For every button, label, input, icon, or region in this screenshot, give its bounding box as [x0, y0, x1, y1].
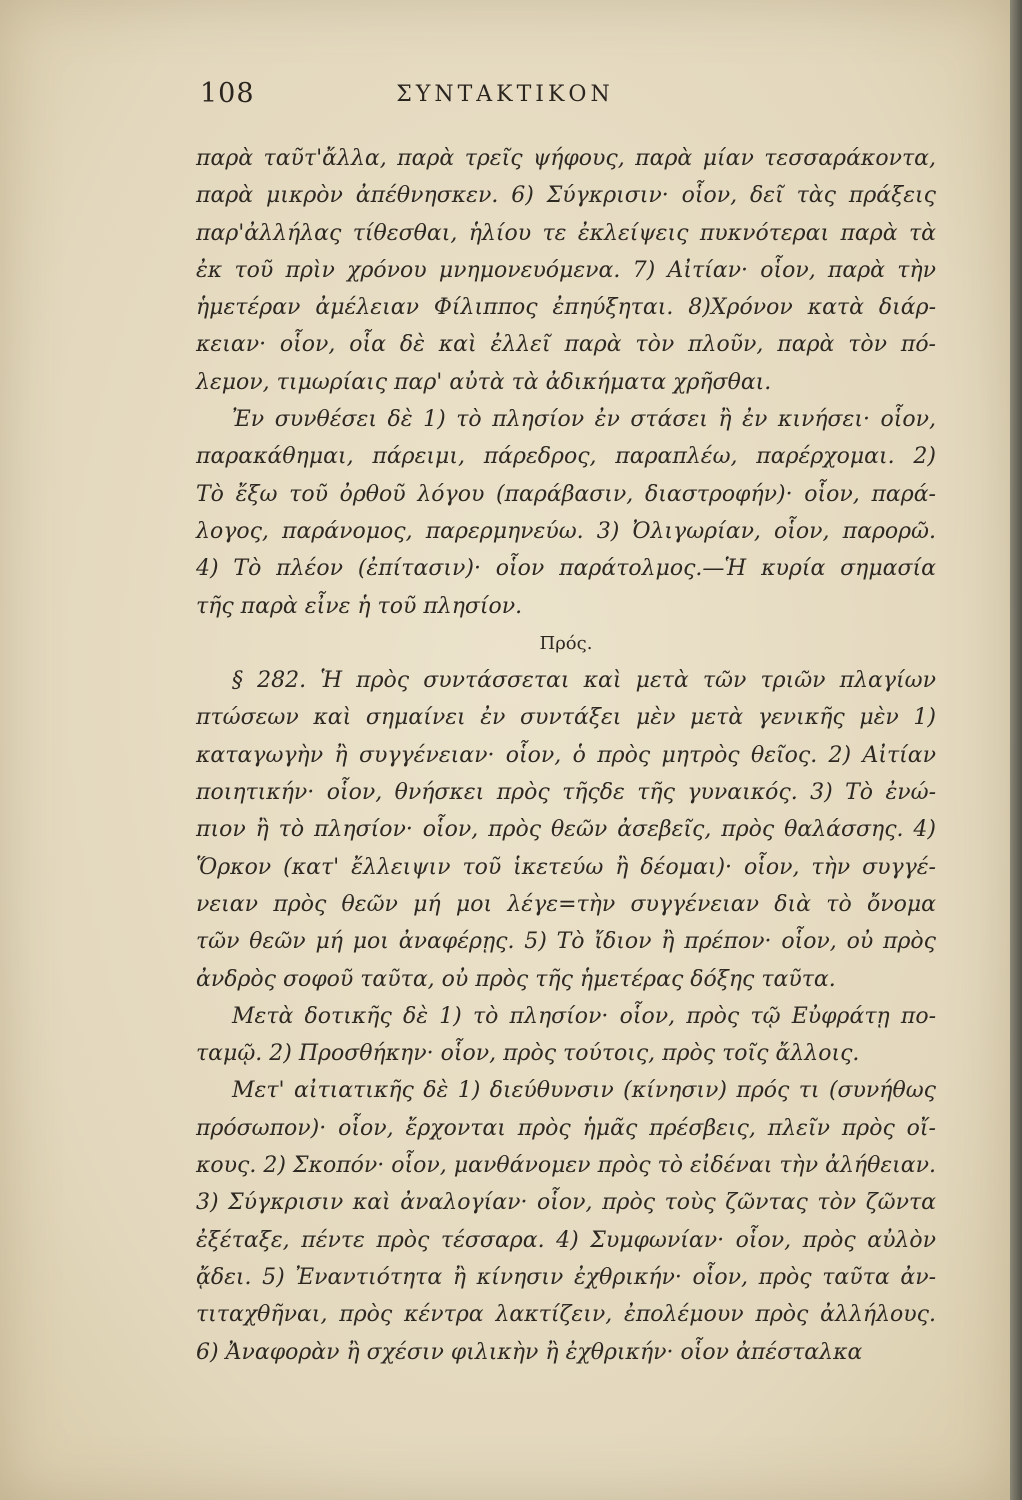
text-line: καταγωγὴν ἢ συγγένειαν· οἷον, ὁ πρὸς μητρὸς θεῖος. 2) Αἰτίαν	[196, 742, 936, 768]
text-line: κους. 2) Σκοπόν· οἷον, μανθάνομεν πρὸς τὸ εἰδέναι τὴν ἀλήθειαν.	[196, 1153, 936, 1179]
text-line: λογος, παράνομος, παρερμηνεύω. 3) Ὀλιγωρίαν, οἷον, παρορῶ.	[196, 518, 936, 544]
text-line: λεμον, τιμωρίαις παρ' αὐτὰ τὰ ἀδικήματα χρῆσθαι.	[196, 369, 772, 395]
text-line: πτώσεων καὶ σημαίνει ἐν συντάξει μὲν μετὰ γενικῆς μὲν 1)	[196, 705, 936, 731]
text-line: ἡμετέραν ἀμέλειαν Φίλιππος ἐπηύξηται. 8)Χρόνον κατὰ διάρ-	[196, 295, 936, 321]
text-line: τιταχθῆναι, πρὸς κέντρα λακτίζειν, ἐπολέμουν πρὸς ἀλλήλους.	[196, 1302, 936, 1328]
page-edge-shadow	[1010, 0, 1022, 1500]
text-line: πρόσωπον)· οἷον, ἔρχονται πρὸς ἡμᾶς πρέσβεις, πλεῖν πρὸς οἴ-	[196, 1115, 936, 1141]
text-line: παρὰ μικρὸν ἀπέθνησκεν. 6) Σύγκρισιν· οἷον, δεῖ τὰς πράξεις	[196, 183, 936, 209]
text-line: παρ'ἀλλήλας τίθεσθαι, ἡλίου τε ἐκλείψεις πυκνότεραι παρὰ τὰ	[196, 220, 936, 246]
text-line: τῶν θεῶν μή μοι ἀναφέρῃς. 5) Τὸ ἴδιον ἢ πρέπον· οἷον, οὐ πρὸς	[196, 929, 936, 955]
page-number: 108	[200, 78, 255, 109]
text-line: 3) Σύγκρισιν καὶ ἀναλογίαν· οἷον, πρὸς τοὺς ζῶντας τὸν ζῶντα	[196, 1190, 936, 1216]
body-text	[196, 140, 936, 1371]
text-line: ἀνδρὸς σοφοῦ ταῦτα, οὐ πρὸς τῆς ἡμετέρας δόξης ταῦτα.	[196, 966, 836, 992]
text-line: κειαν· οἷον, οἷα δὲ καὶ ἐλλεῖ παρὰ τὸν πλοῦν, παρὰ τὸν πό-	[196, 332, 936, 358]
text-line: 4) Τὸ πλέον (ἐπίτασιν)· οἷον παράτολμος.—Ἡ κυρία σημασία	[196, 556, 936, 582]
text-line: 6) Ἀναφορὰν ἢ σχέσιν φιλικὴν ἢ ἐχθρικήν· οἷον ἀπέσταλκα	[196, 1339, 863, 1365]
text-line: νειαν πρὸς θεῶν μή μοι λέγε=τὴν συγγένειαν διὰ τὸ ὄνομα	[196, 891, 936, 917]
text-line: παρὰ ταῦτ'ἄλλα, παρὰ τρεῖς ψήφους, παρὰ μίαν τεσσαράκοντα,	[196, 146, 936, 171]
text-line: Μετ' αἰτιατικῆς δὲ 1) διεύθυνσιν (κίνησιν) πρός τι (συνήθως	[232, 1078, 936, 1104]
text-line: ᾄδει. 5) Ἐναντιότητα ἢ κίνησιν ἐχθρικήν· οἷον, πρὸς ταῦτα ἀν-	[196, 1264, 936, 1290]
text-line: ἐξέταξε, πέντε πρὸς τέσσαρα. 4) Συμφωνίαν· οἷον, πρὸς αὐλὸν	[196, 1227, 936, 1253]
text-line: § 282. Ἡ πρὸς συντάσσεται καὶ μετὰ τῶν τριῶν πλαγίων	[232, 668, 936, 694]
text-line: ποιητικήν· οἷον, θνήσκει πρὸς τῆςδε τῆς γυναικός. 3) Τὸ ἐνώ-	[196, 780, 936, 806]
text-line: Μετὰ δοτικῆς δὲ 1) τὸ πλησίον· οἷον, πρὸς τῷ Εὐφράτῃ πο-	[232, 1003, 936, 1029]
text-line: τῆς παρὰ εἶνε ἡ τοῦ πλησίον.	[196, 593, 523, 619]
text-line: Ἐν συνθέσει δὲ 1) τὸ πλησίον ἐν στάσει ἢ ἐν κινήσει· οἷον,	[232, 407, 936, 433]
section-heading: Πρός.	[539, 632, 593, 654]
text-line: Ὅρκον (κατ' ἔλλειψιν τοῦ ἱκετεύω ἢ δέομαι)· οἷον, τὴν συγγέ-	[196, 854, 936, 880]
text-line: Τὸ ἔξω τοῦ ὀρθοῦ λόγου (παράβασιν, διαστροφήν)· οἷον, παρά-	[196, 481, 936, 507]
running-title: ΣΥΝΤΑΚΤΙΚΟΝ	[396, 82, 614, 107]
text-line: ταμῷ. 2) Προσθήκην· οἷον, πρὸς τούτοις, πρὸς τοῖς ἄλλοις.	[196, 1041, 860, 1067]
text-line: παρακάθημαι, πάρειμι, πάρεδρος, παραπλέω, παρέρχομαι. 2)	[196, 444, 936, 470]
page-header	[0, 78, 1010, 118]
text-line: ἐκ τοῦ πρὶν χρόνου μνημονευόμενα. 7) Αἰτίαν· οἷον, παρὰ τὴν	[196, 257, 936, 283]
text-line: πιον ἢ τὸ πλησίον· οἷον, πρὸς θεῶν ἀσεβεῖς, πρὸς θαλάσσης. 4)	[196, 817, 936, 843]
